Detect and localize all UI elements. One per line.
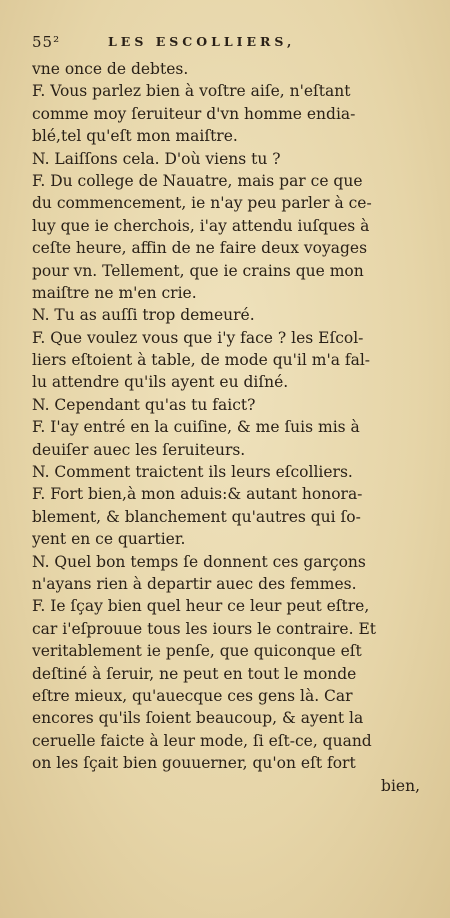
text-line: N. Comment traictent ils leurs eſcolliers. <box>32 463 353 482</box>
text-line: vne once de debtes. <box>32 60 189 78</box>
page-header <box>32 33 422 55</box>
body-text <box>32 58 420 797</box>
text-line: N. Quel bon temps ſe donnent ces garçons <box>32 552 366 571</box>
page-number: 55² <box>32 33 61 51</box>
text-line: ceſte heure, affin de ne faire deux voyages <box>32 239 368 258</box>
text-line: deuiſer auec les ſeruiteurs. <box>32 440 246 459</box>
text-line: F. Ie ſçay bien quel heur ce leur peut eſtre, <box>32 597 370 616</box>
text-line: N. Cependant qu'as tu faict? <box>32 395 256 414</box>
text-line: lu attendre qu'ils ayent eu diſné. <box>32 373 289 392</box>
catchword: bien, <box>381 776 420 795</box>
text-line: pour vn. Tellement, que ie crains que mon <box>32 261 364 280</box>
text-line: liers eſtoient à table, de mode qu'il m'a fal- <box>32 351 371 370</box>
running-title: LES ESCOLLIERS, <box>108 34 296 49</box>
text-line: car i'eſprouue tous les iours le contraire. Et <box>32 619 376 638</box>
text-line: yent en ce quartier. <box>32 530 186 549</box>
text-line: N. Laiſſons cela. D'où viens tu ? <box>32 149 281 168</box>
text-line: blé,tel qu'eſt mon maiſtre. <box>32 127 238 146</box>
text-line: du commencement, ie n'ay peu parler à ce- <box>32 194 372 213</box>
text-line: eſtre mieux, qu'auecque ces gens là. Car <box>32 686 353 705</box>
text-line: F. I'ay entré en la cuiſine, & me ſuis mis à <box>32 418 360 437</box>
text-line: encores qu'ils ſoient beaucoup, & ayent la <box>32 709 364 728</box>
text-line: ceruelle faicte à leur mode, ſi eſt-ce, quand <box>32 731 372 750</box>
text-line: on les ſçait bien gouuerner, qu'on eſt fort <box>32 754 356 773</box>
text-line: veritablement ie penſe, que quiconque eſt <box>32 642 362 661</box>
text-line: n'ayans rien à departir auec des femmes. <box>32 574 357 593</box>
text-line: F. Fort bien,à mon aduis:& autant honora- <box>32 485 363 504</box>
text-line: luy que ie cherchois, i'ay attendu iuſques à <box>32 216 370 235</box>
text-line: N. Tu as auſſi trop demeuré. <box>32 306 255 325</box>
text-line: F. Du college de Nauatre, mais par ce que <box>32 171 363 190</box>
text-line: blement, & blanchement qu'autres qui ſo- <box>32 507 361 526</box>
text-line: F. Que voulez vous que i'y face ? les Eſcol- <box>32 328 364 347</box>
text-line: maiſtre ne m'en crie. <box>32 283 197 302</box>
text-line: comme moy ſeruiteur d'vn homme endia- <box>32 104 356 123</box>
text-line: F. Vous parlez bien à voſtre aiſe, n'eſtant <box>32 82 351 101</box>
text-line: deſtiné à ſeruir, ne peut en tout le monde <box>32 664 357 683</box>
